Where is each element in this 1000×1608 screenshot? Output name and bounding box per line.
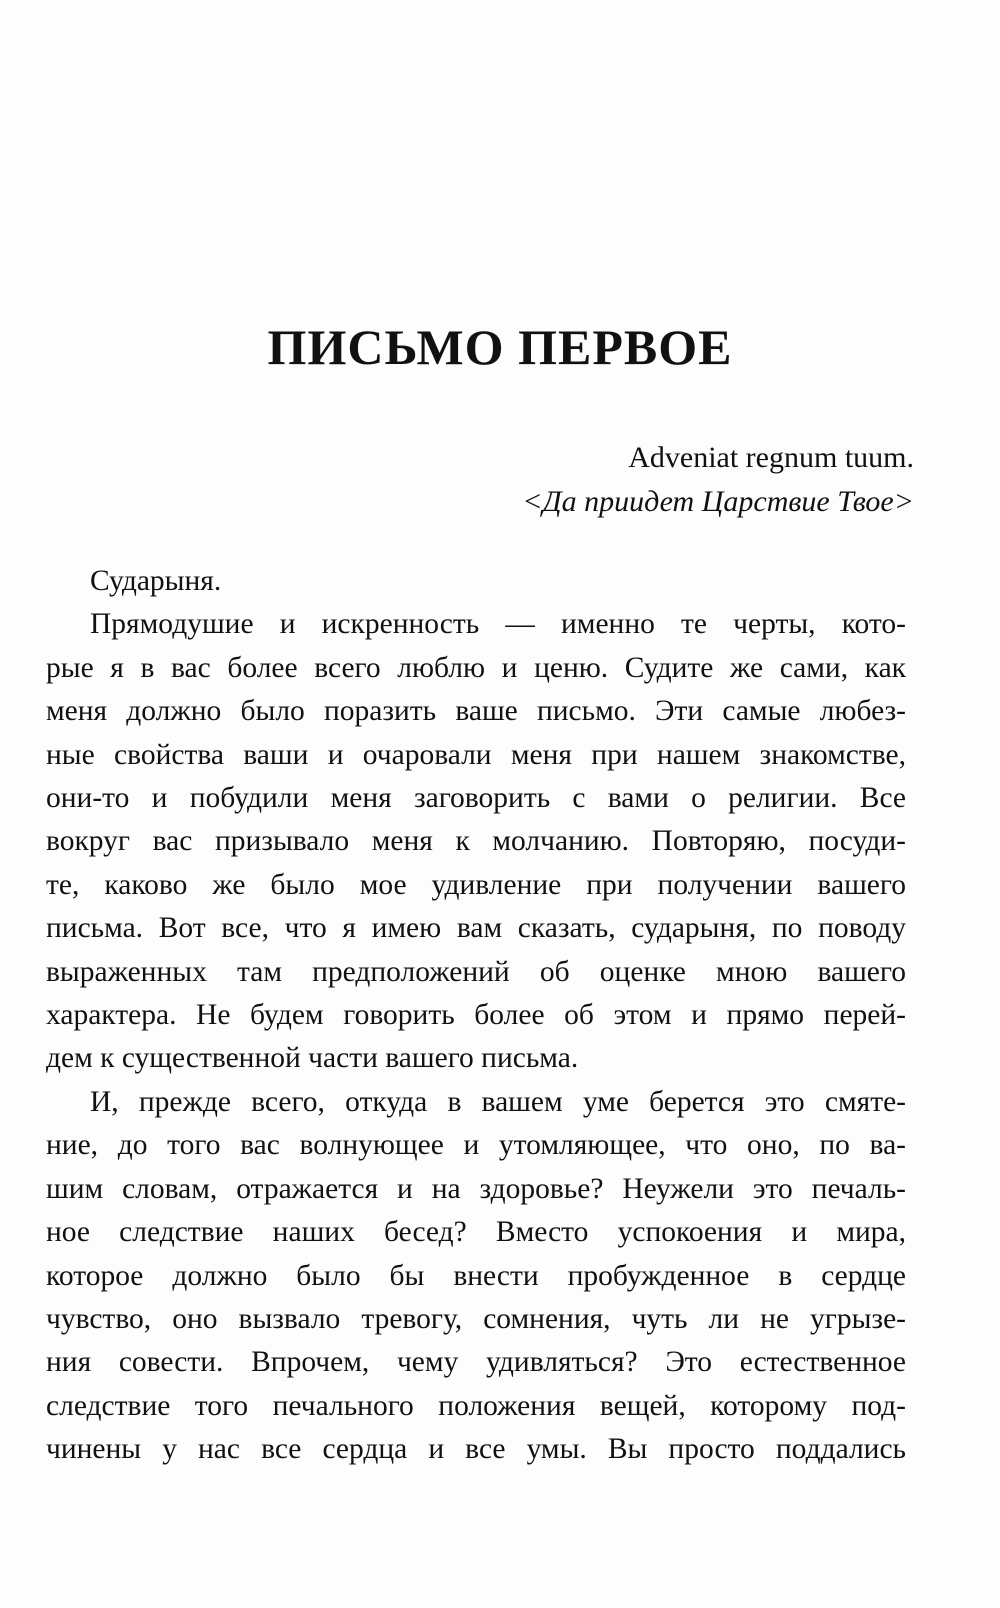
text-line: чинены у нас все сердца и все умы. Вы просто поддались: [46, 1433, 906, 1466]
salutation: Сударыня.: [90, 565, 222, 597]
text-line: те, каково же было мое удивление при получении вашего: [46, 868, 906, 901]
text-line: дем к существенной части вашего письма.: [46, 1042, 579, 1075]
text-line: они-то и побудили меня заговорить с вами о религии. Все: [46, 782, 906, 815]
text-line: следствие того печального положения вещей, которому под-: [46, 1389, 906, 1422]
text-line: рые я в вас более всего люблю и ценю. Судите же сами, как: [46, 651, 906, 684]
text-line: ние, до того вас волнующее и утомляющее, что оно, по ва-: [46, 1129, 906, 1162]
epigraph-latin: Adveniat regnum tuum.: [628, 441, 914, 474]
text-line: характера. Не будем говорить более об этом и прямо перей-: [46, 999, 906, 1032]
text-line: меня должно было поразить ваше письмо. Эти самые любез-: [46, 695, 906, 728]
epigraph: [522, 436, 914, 524]
text-line: которое должно было бы внести пробужденное в сердце: [46, 1259, 906, 1292]
text-line: чувство, оно вызвало тревогу, сомнения, чуть ли не угрызе-: [46, 1302, 906, 1335]
text-line: Прямодушие и искренность — именно те черты, кото-: [90, 608, 906, 641]
letter-body: [46, 560, 906, 1472]
text-line: письма. Вот все, что я имею вам сказать, сударыня, по поводу: [46, 912, 906, 945]
text-line: ния совести. Впрочем, чему удивляться? Это естественное: [46, 1346, 906, 1379]
chapter-title: ПИСЬМО ПЕРВОЕ: [267, 319, 733, 375]
text-line: шим словам, отражается и на здоровье? Неужели это печаль-: [46, 1172, 906, 1205]
text-line: ное следствие наших бесед? Вместо успокоения и мира,: [46, 1216, 906, 1249]
epigraph-translation: <Да приидет Царствие Твое>: [522, 485, 914, 518]
text-line: выраженных там предположений об оценке мною вашего: [46, 955, 906, 988]
text-line: вокруг вас призывало меня к молчанию. Повторяю, посуди-: [46, 825, 906, 858]
text-line: ные свойства ваши и очаровали меня при нашем знакомстве,: [46, 738, 906, 771]
text-line: И, прежде всего, откуда в вашем уме берется это смяте-: [90, 1085, 906, 1118]
